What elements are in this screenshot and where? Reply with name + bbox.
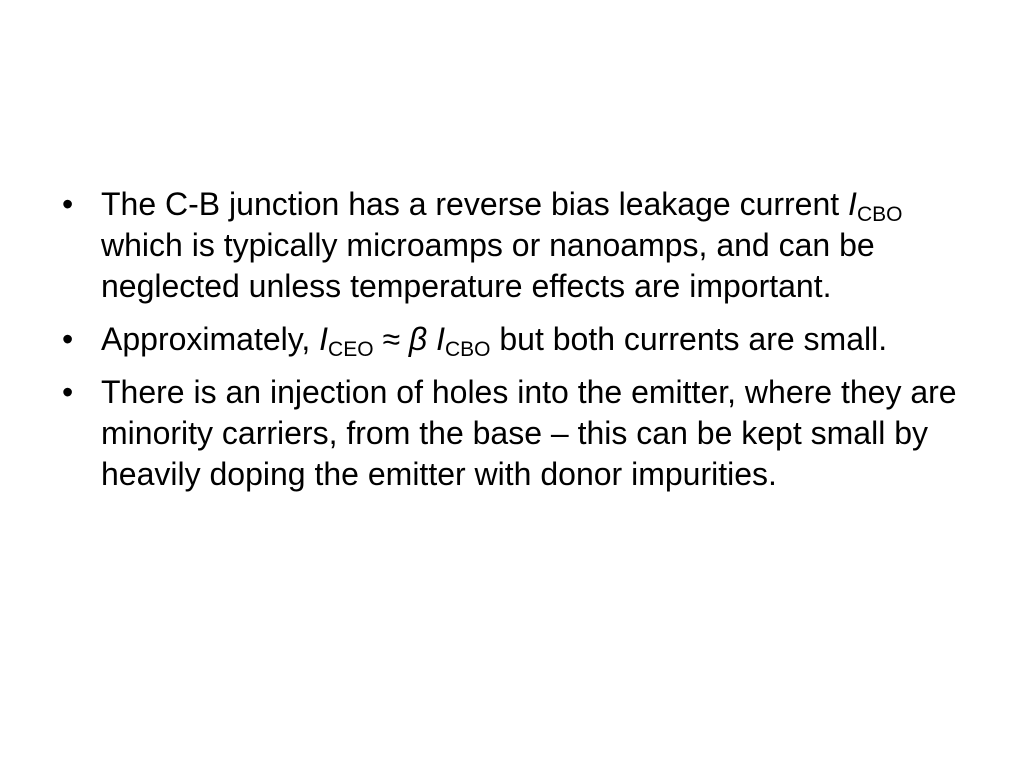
- current-subscript: CEO: [328, 338, 374, 361]
- current-subscript: CBO: [856, 203, 903, 226]
- bullet-text: The C-B junction has a reverse bias leakage current: [101, 186, 849, 222]
- approx-operator: ≈: [373, 321, 409, 357]
- bullet-text: Approximately,: [101, 321, 320, 357]
- bullet-item-hole-injection: [62, 372, 972, 495]
- bullet-marker: •: [62, 321, 74, 357]
- current-symbol: I: [319, 321, 329, 357]
- bullet-marker: •: [62, 374, 74, 410]
- bullet-item-leakage-current: [62, 184, 972, 307]
- bullet-text: but both currents are small.: [490, 321, 888, 357]
- bullet-item-approximation: [62, 319, 972, 360]
- bullet-marker: •: [62, 186, 74, 222]
- bullet-text: There is an injection of holes into the emitter, where they are minority carriers, from the base – this can be kept small by heavily doping the emitter with donor impurities.: [101, 374, 957, 492]
- current-subscript: CBO: [444, 338, 491, 361]
- bullet-text: [427, 321, 436, 357]
- beta-symbol: β: [408, 321, 428, 357]
- current-symbol: I: [848, 186, 857, 222]
- current-symbol: I: [436, 321, 445, 357]
- bullet-text: which is typically microamps or nanoamps, and can be neglected unless temperature effects are important.: [101, 227, 875, 304]
- bullet-list: [62, 184, 972, 507]
